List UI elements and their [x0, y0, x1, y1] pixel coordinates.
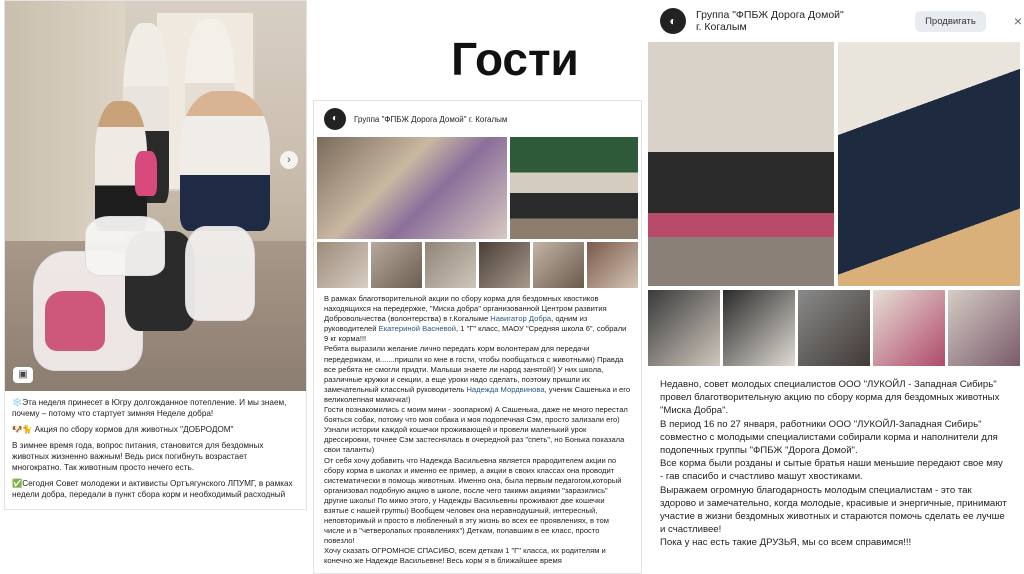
post-text-3 [646, 366, 1022, 562]
post-photo[interactable] [948, 290, 1020, 366]
promote-button[interactable]: Продвигать [915, 11, 986, 32]
post-text-fragment: , 1 "Г" класс, МАОУ "Средняя школа 6", собрали 9 кг корма!!! [324, 324, 627, 344]
post-photo[interactable] [479, 242, 530, 288]
post-paragraph: В период 16 по 27 января, работники ООО "ЛУКОЙЛ-Западная Сибирь" совместно с молодыми специалистами собирали корма и наполнители для подопечных группы "ФПБЖ "Дорога Домой". [660, 418, 998, 457]
post-photo[interactable] [510, 137, 638, 239]
post-text-fragment: , ученик Сашенька и его великолепная мамочка!) [324, 384, 631, 404]
post-link[interactable]: Навигатор Добра [490, 314, 552, 324]
post-paragraph: ❄️Эта неделя принесет в Югру долгожданное потепление. И мы знаем, почему – потому что стартует зимняя Неделе добра! [12, 398, 287, 418]
post-photo[interactable] [533, 242, 584, 288]
post-photo[interactable] [425, 242, 476, 288]
post-panel-2 [313, 100, 642, 574]
camera-icon[interactable]: ▣ [13, 367, 33, 383]
post-photo[interactable] [798, 290, 870, 366]
post-paragraph: Все корма были розданы и сытые братья наши меньшие передают свое мяу - гав спасибо и счастливо машут хвостиками. [660, 458, 1003, 483]
post-text-fragment: Хочу сказать ОГРОМНОЕ СПАСИБО, всем деткам 1 "Г" класса, их родителям и конечно же Надежде Васильевне! Весь корм я в ближайшее время [324, 546, 606, 566]
post-photo-volunteers[interactable] [5, 1, 306, 391]
post-photo[interactable] [371, 242, 422, 288]
post-text-1 [5, 391, 306, 510]
group-name[interactable]: Группа "ФПБЖ Дорога Домой" г. Когалым [696, 9, 844, 33]
post-header [646, 0, 1022, 42]
post-text-2 [314, 288, 641, 573]
post-photo[interactable] [723, 290, 795, 366]
post-panel-1 [4, 0, 307, 510]
group-name[interactable]: Группа "ФПБЖ Дорога Домой" г. Когалым [354, 114, 508, 124]
post-photo[interactable] [648, 42, 834, 286]
group-logo-icon[interactable]: ◐ [660, 8, 686, 34]
post-photo[interactable] [317, 242, 368, 288]
post-photo[interactable] [587, 242, 638, 288]
post-photo[interactable] [317, 137, 507, 239]
post-panel-3 [646, 0, 1022, 574]
post-text-fragment: В рамках благотворительной акции по сбору корма для бездомных хвостиков находящихся на передержке, "Миска добра" организованной Центром развития Добровольчества (волонтерства) в г.Когалыме [324, 294, 607, 324]
close-icon[interactable]: × [1013, 13, 1022, 29]
group-logo-icon[interactable]: ◐ [324, 108, 346, 130]
post-link[interactable]: Екатериной Васневой [378, 324, 457, 334]
post-header [314, 101, 641, 137]
chevron-right-icon[interactable]: › [280, 151, 298, 169]
post-text-fragment: От себя хочу добавить что Надежда Васильевна является прародителем акции по сбору корма в школах и именно ее пример, а акции в своих классах она проводит систематически в помощь животным. Именно она, была первым педагогом,который организовал подобную акцию в школе, после чего такими акциями "заразились" другие школы! По мимо этого, у Надежды Васильевны проживают две кошечки взятые с нашей группы) Вообщем человек она неравнодушный, интересный, неповторимый и просто в любленный в эту жизнь во всех ее проявлениях, в том числе и в "четверолапых проявлениях") Деткам, попавшим в ее класс, просто повезло! [324, 455, 622, 546]
post-photo[interactable] [648, 290, 720, 366]
post-photo[interactable] [873, 290, 945, 366]
post-text-fragment: Гости познакомились с моим мини - зоопарком) А Сашенька, даже не много перестал бояться собак, потому что моя собака и моя подопечная Сэм, просто зализали его) Узнали истории каждой кошечки проживающей и провели маленький урок дрессировки, точнее Сэм застеснялась в очередной раз "спеть", но Бонька показала свои таланты) [324, 405, 628, 455]
post-paragraph: Выражаем огромную благодарность молодым специалистам - это так здорово и замечательно, когда молодые, красивые и энергичные, принимают участие в жизни бездомных животных и стараются помочь сделать ее лучше и счастливее! [660, 484, 1007, 536]
post-photo[interactable] [838, 42, 1020, 286]
post-paragraph: ✅Сегодня Совет молодежи и активисты Ортъягунского ЛПУМГ, в рамках недели добра, передали в пункт сбора корм и необходимый расходный [12, 479, 293, 499]
slide-title: Гости [451, 33, 579, 85]
post-paragraph: Недавно, совет молодых специалистов ООО "ЛУКОЙЛ - Западная Сибирь" провел благотворительную акцию по сбору корма для бездомных животных "Миска Добра". [660, 379, 1000, 417]
post-text-fragment: Ребята выразили желание лично передать корм волонтерам для передачи передержкам, и.......пришли ко мне в гости, чтобы пообщаться с животными) Правда все ребята не смогли придти. Малыши знаете ли народ занятой!) У них школа, различные кружки и секции, а еще уроки надо сделать, поэтому пришли их замечательный классный руководитель [324, 344, 624, 394]
post-paragraph: Пока у нас есть такие ДРУЗЬЯ, мы со всем справимся!!! [660, 537, 912, 549]
post-text-fragment: , одним из руководителей [324, 314, 588, 334]
post-paragraph: 🐶🐈 Акция по сбору кормов для животных "ДОБРОДОМ" [12, 425, 234, 434]
post-paragraph: В зимнее время года, вопрос питания, становится для бездомных животных жизненно важным! Ведь риск погибнуть возрастает многократно. Так животным просто нечего есть. [12, 441, 264, 472]
post-link[interactable]: Надежда Мордвинова [466, 384, 545, 394]
